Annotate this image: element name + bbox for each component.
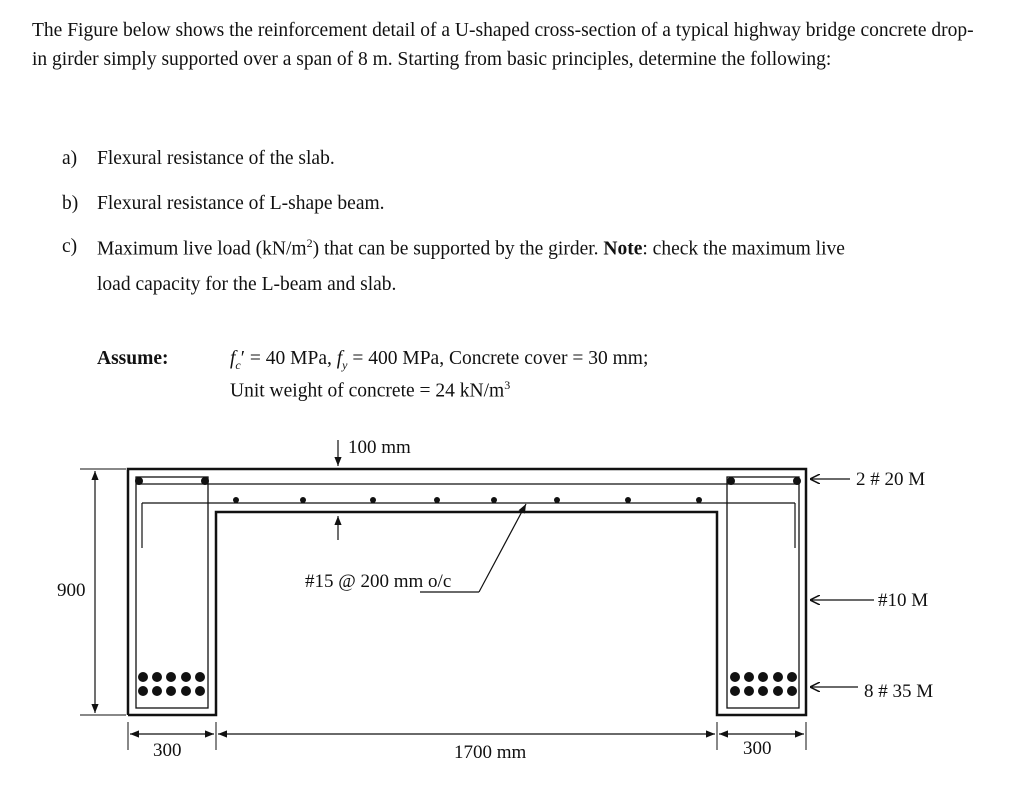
top-bar [201, 477, 209, 485]
height-label: 900 [57, 580, 86, 601]
fc-subscript: c [235, 357, 241, 372]
bottom-bars-right [730, 672, 797, 696]
fy-subscript: y [342, 357, 348, 372]
top-bar [727, 477, 735, 485]
top-bar [793, 477, 801, 485]
question-label: b) [62, 193, 79, 214]
slab-bars [233, 497, 702, 503]
question-text-part: Maximum live load (kN/m [97, 238, 307, 260]
fc-symbol: f [230, 348, 236, 369]
right-width-label: 300 [743, 738, 772, 759]
question-text: Flexural resistance of the slab. [97, 148, 335, 169]
assume-line-1: $f_c' = 40$ MPa, $f_y = 400$ MPa, Concrete cover = 30 mm; [230, 348, 649, 372]
assume-text: = 40 MPa, [245, 348, 337, 369]
question-text-part: ) that can be supported by the girder. [312, 238, 604, 260]
slab-bar-label: #15 @ 200 mm o/c [305, 571, 452, 592]
assume-text: Unit weight of concrete = 24 kN/m [230, 380, 505, 402]
slab-bar-leader [479, 504, 526, 592]
slab-thickness-label: 100 mm [348, 437, 411, 458]
assume-text: = 400 MPa, Concrete cover = 30 mm; [347, 348, 649, 369]
assume-label: Assume: [97, 348, 169, 369]
left-width-label: 300 [153, 740, 182, 761]
problem-intro: The Figure below shows the reinforcement detail of a U-shaped cross-section of a typical highway bridge concrete drop-in girder simply supported over a span of 8 m. Starting from basic principles, determine the following: [32, 20, 974, 70]
clear-span-label: 1700 mm [454, 742, 527, 763]
question-text-part: : check the maximum live [642, 238, 845, 260]
stirrup-label: #10 M [878, 590, 929, 611]
question-text: Flexural resistance of L-shape beam. [97, 193, 385, 214]
fy-symbol: f [336, 348, 343, 369]
question-c-line2: load capacity for the L-beam and slab. [97, 274, 397, 295]
top-bars-label: 2 # 20 M [856, 469, 926, 490]
superscript: 2 [306, 236, 313, 250]
question-label: c) [62, 236, 78, 257]
bottom-bars-label: 8 # 35 M [864, 681, 934, 702]
superscript: 3 [504, 378, 511, 392]
bottom-bars-left [138, 672, 205, 696]
note-label: Note [603, 238, 643, 260]
top-bar [135, 477, 143, 485]
question-label: a) [62, 148, 78, 169]
